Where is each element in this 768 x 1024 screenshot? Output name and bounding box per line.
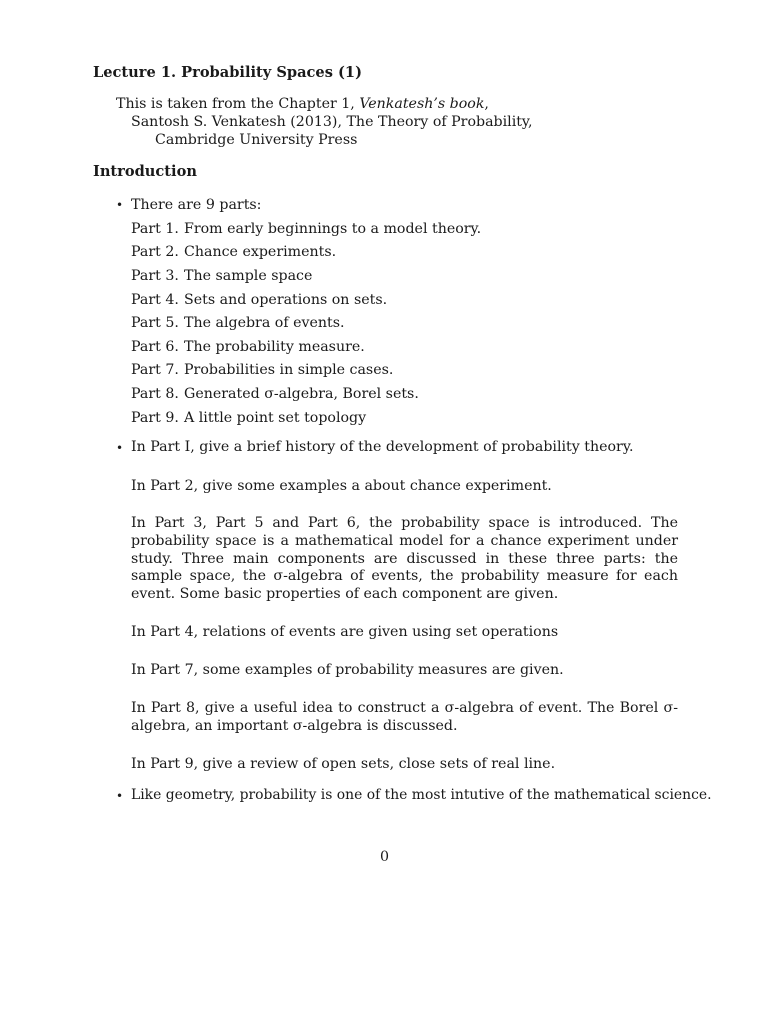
bullet-marker: • bbox=[116, 789, 124, 803]
part-text: The algebra of events. bbox=[184, 315, 345, 331]
part-text: The probability measure. bbox=[184, 339, 365, 355]
page-number: 0 bbox=[380, 849, 390, 865]
source-book-title: Venkatesh’s book bbox=[359, 96, 485, 112]
section-heading: Introduction bbox=[93, 163, 197, 180]
source-line-3: Cambridge University Press bbox=[155, 132, 358, 148]
part-label: Part 6. bbox=[131, 339, 179, 355]
part-item bbox=[131, 410, 366, 426]
source-line-2: Santosh S. Venkatesh (2013), The Theory of Probability, bbox=[131, 114, 533, 130]
summary-paragraph: In Part 9, give a review of open sets, close sets of real line. bbox=[131, 756, 556, 772]
summary-paragraph: In Part 7, some examples of probability measures are given. bbox=[131, 662, 564, 678]
part-text: Chance experiments. bbox=[184, 244, 337, 260]
source-line-1 bbox=[116, 96, 489, 112]
part-item bbox=[131, 315, 345, 331]
part-item bbox=[131, 268, 312, 284]
part-text: A little point set topology bbox=[184, 410, 367, 426]
part-text: Probabilities in simple cases. bbox=[184, 362, 394, 378]
part-item bbox=[131, 244, 336, 260]
parts-intro: There are 9 parts: bbox=[131, 197, 262, 213]
part-label: Part 1. bbox=[131, 221, 179, 237]
part-text: The sample space bbox=[184, 268, 313, 284]
source-suffix: , bbox=[484, 96, 489, 112]
part-label: Part 5. bbox=[131, 315, 179, 331]
part-label: Part 4. bbox=[131, 292, 179, 308]
bullet-marker: • bbox=[116, 441, 124, 455]
closing-bullet-text: Like geometry, probability is one of the most intutive of the mathematical science. bbox=[131, 787, 712, 803]
part-label: Part 8. bbox=[131, 386, 179, 402]
part-text: Generated σ-algebra, Borel sets. bbox=[184, 386, 419, 402]
part-text: From early beginnings to a model theory. bbox=[184, 221, 482, 237]
bullet-marker: • bbox=[116, 198, 124, 212]
part-label: Part 9. bbox=[131, 410, 179, 426]
summary-paragraph: In Part I, give a brief history of the development of probability theory. bbox=[131, 439, 634, 455]
part-label: Part 3. bbox=[131, 268, 179, 284]
part-item bbox=[131, 292, 387, 308]
part-text: Sets and operations on sets. bbox=[184, 292, 388, 308]
part-item bbox=[131, 221, 481, 237]
part-item bbox=[131, 339, 365, 355]
source-prefix: This is taken from the Chapter 1, bbox=[116, 96, 360, 112]
summary-paragraph: In Part 8, give a useful idea to construct a σ-algebra of event. The Borel σ-algebra, an important σ-algebra is discussed. bbox=[131, 700, 678, 734]
part-label: Part 2. bbox=[131, 244, 179, 260]
summary-paragraph: In Part 2, give some examples a about chance experiment. bbox=[131, 478, 552, 494]
lecture-title: Lecture 1. Probability Spaces (1) bbox=[93, 64, 362, 81]
part-item bbox=[131, 386, 419, 402]
part-item bbox=[131, 362, 393, 378]
part-label: Part 7. bbox=[131, 362, 179, 378]
summary-paragraph: In Part 4, relations of events are given using set operations bbox=[131, 624, 559, 640]
summary-paragraph: In Part 3, Part 5 and Part 6, the probability space is introduced. The probability space is a mathematical model for a chance experiment under study. Three main components are discussed in these three parts: the sample space, the σ-algebra of events, the probability measure for each event. Some basic properties of each component are given. bbox=[131, 515, 678, 603]
